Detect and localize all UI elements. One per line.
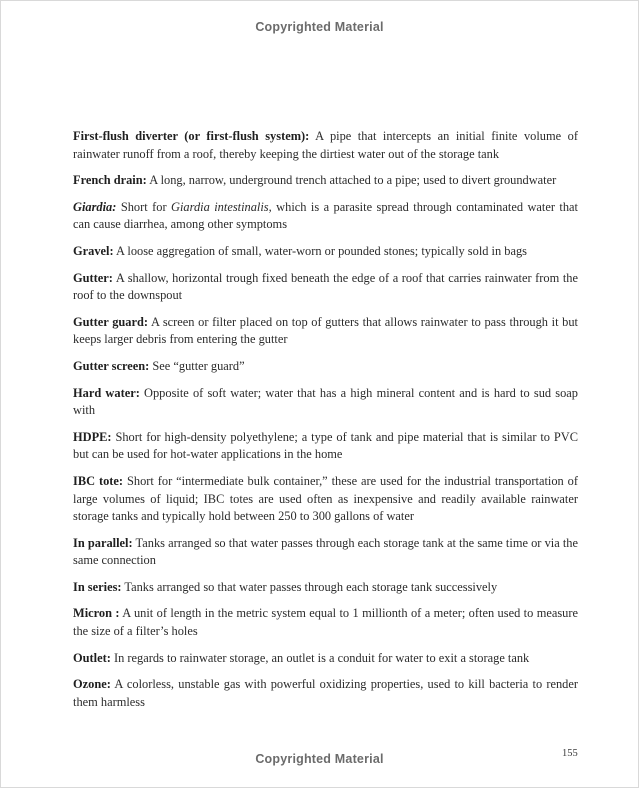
glossary-entry [73,473,578,526]
glossary-definition: Tanks arranged so that water passes through each storage tank at the same time or via the same connection [73,535,579,568]
glossary-term: In series: [73,579,122,594]
definition-italic-text: Giardia intestinalis, [171,199,272,214]
glossary-list [73,128,578,720]
glossary-definition: Short for high-density polyethylene; a type of tank and pipe material that is similar to PVC but can be used for hot-water applications in the home [73,429,578,462]
glossary-entry [73,385,578,420]
glossary-entry [73,605,578,640]
glossary-entry [73,429,578,464]
glossary-definition: See “gutter guard” [152,358,245,373]
glossary-entry [73,676,578,711]
header-copyright: Copyrighted Material [255,20,384,34]
glossary-definition [73,200,578,232]
glossary-term: First-flush diverter (or first-flush system): [73,129,310,143]
glossary-definition: Short for “intermediate bulk container,” these are used for the industrial transportation of large volumes of liquid; IBC totes are used often as inexpensive and readily available rainwater storage tanks and typically hold between 250 to 300 gallons of water [73,473,578,524]
definition-text: Short for [120,199,172,214]
glossary-entry [73,172,578,190]
glossary-entry [73,314,578,349]
glossary-definition: Tanks arranged so that water passes through each storage tank successively [124,579,498,594]
glossary-entry [73,650,578,668]
glossary-definition: Opposite of soft water; water that has a high mineral content and is hard to sud soap with [73,385,578,418]
definition-text: which is a parasite spread through contaminated water that can cause diarrhea, among other symptoms [73,199,578,232]
glossary-term: IBC tote: [73,473,124,488]
glossary-entry [73,128,578,163]
glossary-term: Gutter screen: [73,358,150,373]
glossary-definition: A unit of length in the metric system equal to 1 millionth of a meter; often used to measure the size of a filter’s holes [73,606,578,639]
footer-copyright: Copyrighted Material [255,752,384,766]
glossary-term: In parallel: [73,535,133,550]
glossary-definition: A loose aggregation of small, water-worn or pounded stones; typically sold in bags [116,243,528,258]
page-number: 155 [562,748,578,759]
glossary-term: Micron : [73,606,120,621]
glossary-term: Hard water: [73,385,140,400]
glossary-term: Outlet: [73,650,111,665]
glossary-entry [73,270,578,305]
glossary-term: Ozone: [73,677,111,692]
glossary-definition: A pipe that intercepts an initial finite volume of rainwater runoff from a roof, thereby keeping the dirtiest water out of the storage tank [73,129,578,161]
glossary-term-italic: Giardia: [73,199,117,214]
glossary-term: HDPE: [73,429,112,444]
glossary-entry [73,199,578,234]
glossary-entry [73,358,578,376]
glossary-term [73,200,116,214]
glossary-definition: A long, narrow, underground trench attached to a pipe; used to divert groundwater [149,173,557,188]
glossary-definition: In regards to rainwater storage, an outlet is a conduit for water to exit a storage tank [113,650,530,665]
glossary-entry [73,535,578,570]
glossary-term: Gravel: [73,243,114,258]
glossary-definition: A screen or filter placed on top of gutters that allows rainwater to pass through it but keeps larger debris from entering the gutter [73,314,578,347]
glossary-entry [73,243,578,261]
glossary-term: Gutter: [73,270,113,285]
glossary-entry [73,579,578,597]
glossary-term: French drain: [73,173,147,188]
glossary-definition: A shallow, horizontal trough fixed beneath the edge of a roof that carries rainwater from the roof to the downspout [73,270,578,303]
glossary-definition: A colorless, unstable gas with powerful oxidizing properties, used to kill bacteria to render them harmless [73,677,579,709]
glossary-term: Gutter guard: [73,314,148,329]
